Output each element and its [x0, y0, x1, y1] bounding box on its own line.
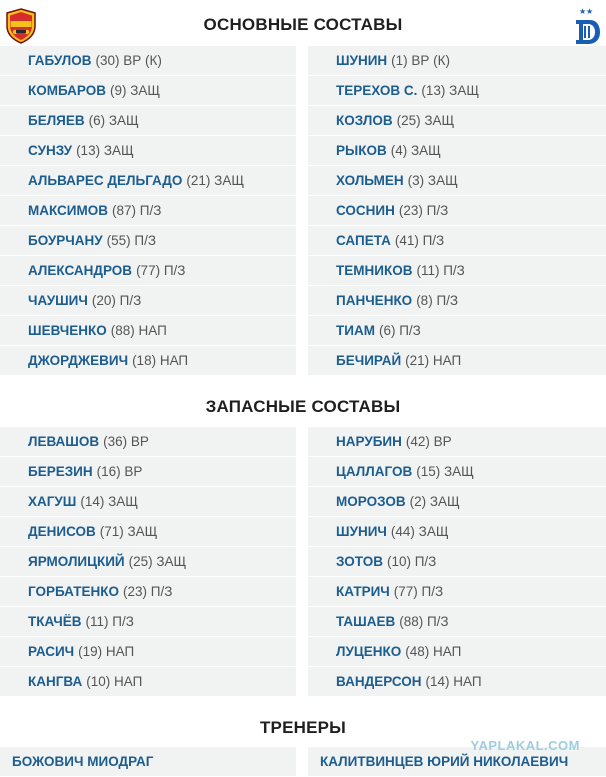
subs-lineup-away [308, 427, 606, 697]
player-info: (10) НАП [86, 674, 143, 689]
subs-away-player-row[interactable] [308, 547, 606, 576]
player-info: (21) ЗАЩ [186, 173, 244, 188]
section-title-subs: ЗАПАСНЫЕ СОСТАВЫ [205, 397, 401, 416]
player-name: ЧАУШИЧ [28, 293, 88, 308]
player-info: (48) НАП [405, 644, 462, 659]
player-info: (6) П/З [378, 323, 421, 338]
player-name: СУНЗУ [28, 143, 73, 158]
svg-text:★: ★ [579, 7, 587, 16]
main-home-player-row[interactable] [0, 106, 296, 135]
player-name: ТЕРЕХОВ С. [336, 83, 418, 98]
player-info: (9) ЗАЩ [110, 83, 161, 98]
subs-home-player-row[interactable] [0, 517, 296, 546]
subs-away-player-row[interactable] [308, 427, 606, 456]
player-name: САПЕТА [336, 233, 391, 248]
section-title-main: ОСНОВНЫЕ СОСТАВЫ [203, 15, 403, 34]
player-name: ЛУЦЕНКО [336, 644, 402, 659]
main-home-player-row[interactable] [0, 166, 296, 195]
player-info: (13) ЗАЩ [421, 83, 479, 98]
subs-home-player-row[interactable] [0, 457, 296, 486]
subs-home-player-row[interactable] [0, 577, 296, 606]
main-home-player-row[interactable] [0, 256, 296, 285]
player-name: ТАШАЕВ [336, 614, 396, 629]
subs-away-player-row[interactable] [308, 607, 606, 636]
subs-away-player-row[interactable] [308, 667, 606, 696]
subs-away-player-row[interactable] [308, 457, 606, 486]
player-info: (44) ЗАЩ [390, 524, 449, 539]
player-name: ПАНЧЕНКО [336, 293, 413, 308]
player-name: ГАБУЛОВ [28, 53, 92, 68]
main-away-player-row[interactable] [308, 286, 606, 315]
player-name: ТКАЧЁВ [28, 614, 82, 629]
player-info: (30) ВР (К) [95, 53, 162, 68]
main-home-player-row[interactable] [0, 46, 296, 75]
player-info: (2) ЗАЩ [409, 494, 460, 509]
player-name: ГОРБАТЕНКО [28, 584, 119, 599]
main-home-player-row[interactable] [0, 286, 296, 315]
player-name: АЛЬВАРЕС ДЕЛЬГАДО [28, 173, 183, 188]
player-name: МАКСИМОВ [28, 203, 109, 218]
player-info: (16) ВР [96, 464, 143, 479]
main-away-player-row[interactable] [308, 226, 606, 255]
player-info: (36) ВР [103, 434, 149, 449]
subs-home-player-row[interactable] [0, 547, 296, 576]
main-home-player-row[interactable] [0, 136, 296, 165]
player-name: БЕЧИРАЙ [336, 353, 402, 368]
player-name: КОМБАРОВ [28, 83, 107, 98]
coach-away-name: КАЛИТВИНЦЕВ ЮРИЙ НИКОЛАЕВИЧ [320, 754, 569, 769]
player-name: ЗОТОВ [336, 554, 383, 569]
player-info: (23) П/З [123, 584, 173, 599]
player-info: (14) НАП [425, 674, 482, 689]
watermark: YAPLAKAL.COM [470, 738, 580, 753]
section-title-coaches: ТРЕНЕРЫ [259, 718, 347, 737]
subs-home-player-row[interactable] [0, 487, 296, 516]
player-name: ШЕВЧЕНКО [28, 323, 107, 338]
player-info: (18) НАП [132, 353, 189, 368]
player-name: ШУНИЧ [336, 524, 387, 539]
player-info: (8) П/З [416, 293, 459, 308]
player-info: (25) ЗАЩ [396, 113, 455, 128]
player-info: (21) НАП [405, 353, 462, 368]
subs-home-player-row[interactable] [0, 607, 296, 636]
main-away-player-row[interactable] [308, 256, 606, 285]
player-name: РАСИЧ [28, 644, 75, 659]
player-name: ДЕНИСОВ [28, 524, 96, 539]
player-name: ЦАЛЛАГОВ [336, 464, 413, 479]
player-name: ЯРМОЛИЦКИЙ [28, 554, 125, 569]
player-name: ВАНДЕРСОН [336, 674, 422, 689]
player-info: (13) ЗАЩ [76, 143, 134, 158]
player-info: (6) ЗАЩ [88, 113, 139, 128]
player-name: КАТРИЧ [336, 584, 390, 599]
player-info: (19) НАП [78, 644, 135, 659]
player-name: РЫКОВ [336, 143, 387, 158]
subs-away-player-row[interactable] [308, 577, 606, 606]
subs-away-player-row[interactable] [308, 517, 606, 546]
player-name: ЛЕВАШОВ [28, 434, 100, 449]
player-name: СОСНИН [336, 203, 395, 218]
main-away-player-row[interactable] [308, 76, 606, 105]
main-home-player-row[interactable] [0, 316, 296, 345]
player-name: ТЕМНИКОВ [336, 263, 413, 278]
subs-lineup-home [0, 427, 296, 697]
player-info: (77) П/З [393, 584, 444, 599]
main-home-player-row[interactable] [0, 226, 296, 255]
main-away-player-row[interactable] [308, 346, 606, 375]
player-info: (1) ВР (К) [391, 53, 451, 68]
player-name: ХАГУШ [28, 494, 77, 509]
main-lineup-away [308, 46, 606, 376]
player-info: (14) ЗАЩ [80, 494, 138, 509]
player-name: НАРУБИН [336, 434, 402, 449]
main-home-player-row[interactable] [0, 196, 296, 225]
player-info: (20) П/З [91, 293, 142, 308]
main-away-player-row[interactable] [308, 316, 606, 345]
player-info: (3) ЗАЩ [407, 173, 458, 188]
player-info: (4) ЗАЩ [390, 143, 441, 158]
subs-home-player-row[interactable] [0, 637, 296, 666]
player-info: (71) ЗАЩ [99, 524, 158, 539]
main-away-player-row[interactable] [308, 196, 606, 225]
coach-home-name: БОЖОВИЧ МИОДРАГ [12, 754, 154, 769]
main-home-player-row[interactable] [0, 76, 296, 105]
main-away-player-row[interactable] [308, 106, 606, 135]
player-name: ДЖОРДЖЕВИЧ [28, 353, 129, 368]
player-info: (77) П/З [136, 263, 186, 278]
coach-home[interactable] [0, 747, 296, 776]
main-lineup-home [0, 46, 296, 376]
subs-home-player-row[interactable] [0, 667, 296, 696]
player-name: ШУНИН [336, 53, 388, 68]
subs-away-player-row[interactable] [308, 487, 606, 516]
player-info: (88) П/З [399, 614, 449, 629]
player-name: КОЗЛОВ [336, 113, 393, 128]
player-info: (23) П/З [398, 203, 449, 218]
main-home-player-row[interactable] [0, 346, 296, 375]
player-name: МОРОЗОВ [336, 494, 406, 509]
player-name: БОУРЧАНУ [28, 233, 103, 248]
player-info: (11) П/З [85, 614, 134, 629]
subs-home-player-row[interactable] [0, 427, 296, 456]
player-info: (25) ЗАЩ [128, 554, 187, 569]
player-name: АЛЕКСАНДРОВ [28, 263, 133, 278]
player-info: (42) ВР [405, 434, 452, 449]
player-name: ТИАМ [336, 323, 375, 338]
main-away-player-row[interactable] [308, 46, 606, 75]
player-info: (87) П/З [112, 203, 162, 218]
main-away-player-row[interactable] [308, 166, 606, 195]
player-name: БЕЛЯЕВ [28, 113, 85, 128]
svg-text:★: ★ [586, 7, 594, 16]
player-info: (15) ЗАЩ [416, 464, 474, 479]
player-name: БЕРЕЗИН [28, 464, 93, 479]
player-name: ХОЛЬМЕН [336, 173, 404, 188]
player-info: (11) П/З [416, 263, 465, 278]
player-name: КАНГВА [28, 674, 83, 689]
main-away-player-row[interactable] [308, 136, 606, 165]
player-info: (41) П/З [394, 233, 445, 248]
subs-away-player-row[interactable] [308, 637, 606, 666]
player-info: (55) П/З [106, 233, 157, 248]
player-info: (10) П/З [386, 554, 437, 569]
player-info: (88) НАП [110, 323, 167, 338]
coach-home-container [0, 747, 296, 777]
